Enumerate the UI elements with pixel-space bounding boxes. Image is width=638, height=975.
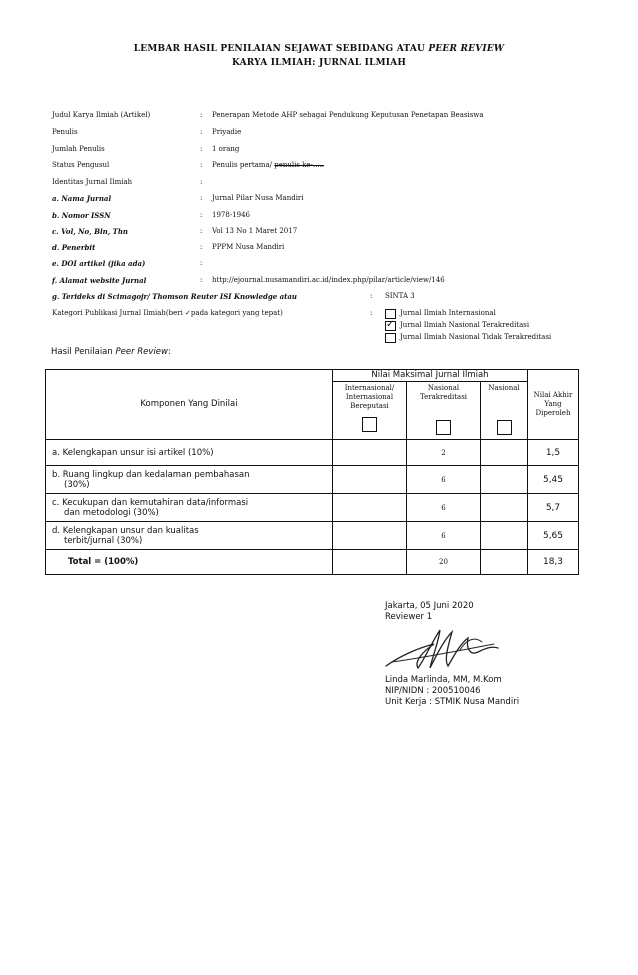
empty-cell xyxy=(333,522,407,550)
checkbox-col-nasional[interactable] xyxy=(497,420,512,435)
penulis-label: Penulis xyxy=(52,128,78,136)
issn-label: b. Nomor ISSN xyxy=(52,211,111,220)
empty-cell xyxy=(333,440,407,466)
row-c-max: 6 xyxy=(407,494,481,522)
colon: : xyxy=(200,111,203,119)
judul-value: Penerapan Metode AHP sebagai Pendukung Keputusan Penetapan Beasiswa xyxy=(212,111,484,119)
title-line1: LEMBAR HASIL PENILAIAN SEJAWAT SEBIDANG ATAU xyxy=(133,44,429,54)
komponen-header: Komponen Yang Dinilai xyxy=(46,370,333,440)
nilai-maks-header: Nilai Maksimal Jurnal Ilmiah xyxy=(333,370,528,382)
colon: : xyxy=(200,194,203,202)
colon: : xyxy=(200,128,203,136)
checkbox-col-internasional[interactable] xyxy=(362,417,377,432)
col-nasional xyxy=(481,382,528,440)
nilai-akhir-header: Nilai Akhir Yang Diperoleh xyxy=(528,370,579,440)
row-c-text1: c. Kecukupan dan kemutahiran data/informasi xyxy=(52,497,249,508)
empty-cell xyxy=(333,466,407,494)
status-value xyxy=(212,160,324,171)
total-max: 20 xyxy=(407,550,481,575)
status-struck-text: penulis ke-..... xyxy=(274,161,325,169)
row-a-text: a. Kelengkapan unsur isi artikel (10%) xyxy=(52,447,214,458)
empty-cell xyxy=(481,550,528,575)
row-d-max: 6 xyxy=(407,522,481,550)
colon: : xyxy=(200,178,203,186)
col-terakreditasi-label: Nasional Terakreditasi xyxy=(419,384,468,401)
colon: : xyxy=(200,211,203,219)
total-label: Total = (100%) xyxy=(46,550,333,575)
kategori-option-tidak-terakreditasi: Jurnal Ilmiah Nasional Tidak Terakreditasi xyxy=(400,333,552,341)
document-subtitle: KARYA ILMIAH: JURNAL ILMIAH xyxy=(231,58,407,68)
kategori-option-terakreditasi: Jurnal Ilmiah Nasional Terakreditasi xyxy=(400,321,530,329)
colon: : xyxy=(200,259,203,267)
colon: : xyxy=(200,145,203,153)
colon: : xyxy=(200,227,203,235)
row-b-final: 5,45 xyxy=(528,466,579,494)
colon: : xyxy=(370,309,373,317)
empty-cell xyxy=(481,522,528,550)
table-row xyxy=(46,522,579,550)
checkbox-col-terakreditasi[interactable] xyxy=(436,420,451,435)
colon: : xyxy=(370,292,373,300)
penerbit-value: PPPM Nusa Mandiri xyxy=(212,243,285,251)
col-internasional-label: Internasional/ Internasional Bereputasi xyxy=(344,384,395,410)
status-text: Penulis pertama/ xyxy=(212,161,272,169)
checkbox-internasional[interactable] xyxy=(385,309,396,319)
hasil-peer-review: Peer Review xyxy=(115,347,168,357)
row-d-text2: terbit/jurnal (30%) xyxy=(64,535,143,546)
row-a-final: 1,5 xyxy=(528,440,579,466)
row-c-label xyxy=(46,494,333,522)
total-final: 18,3 xyxy=(528,550,579,575)
row-d-label xyxy=(46,522,333,550)
kategori-option-internasional: Jurnal Ilmiah Internasional xyxy=(400,309,496,317)
checkbox-nasional-terakreditasi[interactable] xyxy=(385,321,396,331)
jumlah-label: Jumlah Penulis xyxy=(52,145,105,153)
alamat-value: http://ejournal.nusamandiri.ac.id/index.php/pilar/article/view/146 xyxy=(212,276,445,284)
table-row xyxy=(46,494,579,522)
row-a-max: 2 xyxy=(407,440,481,466)
row-b-text2: (30%) xyxy=(64,479,90,490)
empty-cell xyxy=(481,466,528,494)
nama-jurnal-label: a. Nama Jurnal xyxy=(52,194,112,203)
colon: : xyxy=(200,243,203,251)
terindeks-label: g. Terideks di Scimagojr/ Thomson Reuter ISI Knowledge atau xyxy=(52,292,298,301)
row-d-text1: d. Kelengkapan unsur dan kualitas xyxy=(52,525,199,536)
empty-cell xyxy=(333,494,407,522)
colon: : xyxy=(200,276,203,284)
hasil-text: Hasil Penilaian xyxy=(51,347,116,357)
volume-label: c. Vol, No, Bln, Thn xyxy=(52,227,128,236)
empty-cell xyxy=(333,550,407,575)
col-internasional xyxy=(333,382,407,440)
jumlah-value: 1 orang xyxy=(212,145,240,153)
colon: : xyxy=(200,161,203,169)
review-table xyxy=(45,369,579,575)
check-mark-icon: ✓ xyxy=(386,319,395,330)
signature-nip: NIP/NIDN : 200510046 xyxy=(385,686,481,696)
document-title xyxy=(0,44,638,54)
handwritten-signature-icon xyxy=(382,622,502,674)
title-peer-review: PEER REVIEW xyxy=(428,44,505,54)
issn-value: 1978-1946 xyxy=(212,211,250,219)
penerbit-label: d. Penerbit xyxy=(52,243,96,252)
checkbox-nasional-tidak-terakreditasi[interactable] xyxy=(385,333,396,343)
alamat-label: f. Alamat website Jurnal xyxy=(52,276,147,285)
row-a-label xyxy=(46,440,333,466)
table-row xyxy=(46,466,579,494)
judul-label: Judul Karya Ilmiah (Artikel) xyxy=(52,111,151,119)
col-terakreditasi xyxy=(407,382,481,440)
hasil-colon: : xyxy=(168,347,171,357)
table-row-total xyxy=(46,550,579,575)
nama-jurnal-value: Jurnal Pilar Nusa Mandiri xyxy=(212,194,304,202)
row-b-text1: b. Ruang lingkup dan kedalaman pembahasan xyxy=(52,469,250,480)
identitas-label: Identitas Jurnal Ilmiah xyxy=(52,178,133,186)
kategori-label: Kategori Publikasi Jurnal Ilmiah(beri ✓pada kategori yang tepat) xyxy=(52,309,283,317)
terindeks-value: SINTA 3 xyxy=(385,292,415,300)
doi-label: e. DOI artikel (jika ada) xyxy=(52,259,146,268)
volume-value: Vol 13 No 1 Maret 2017 xyxy=(212,227,298,235)
hasil-penilaian-label xyxy=(51,347,171,357)
row-c-text2: dan metodologi (30%) xyxy=(64,507,159,518)
status-label: Status Pengusul xyxy=(52,161,110,169)
row-c-final: 5,7 xyxy=(528,494,579,522)
row-d-final: 5,65 xyxy=(528,522,579,550)
row-b-max: 6 xyxy=(407,466,481,494)
row-b-label xyxy=(46,466,333,494)
empty-cell xyxy=(481,440,528,466)
signature-name: Linda Marlinda, MM, M.Kom xyxy=(385,675,502,685)
empty-cell xyxy=(481,494,528,522)
signature-role: Reviewer 1 xyxy=(385,612,433,622)
signature-place-date: Jakarta, 05 Juni 2020 xyxy=(385,601,474,611)
signature-unit: Unit Kerja : STMIK Nusa Mandiri xyxy=(385,697,520,707)
penulis-value: Priyadie xyxy=(212,128,242,136)
table-row xyxy=(46,440,579,466)
col-nasional-label: Nasional xyxy=(488,384,520,392)
